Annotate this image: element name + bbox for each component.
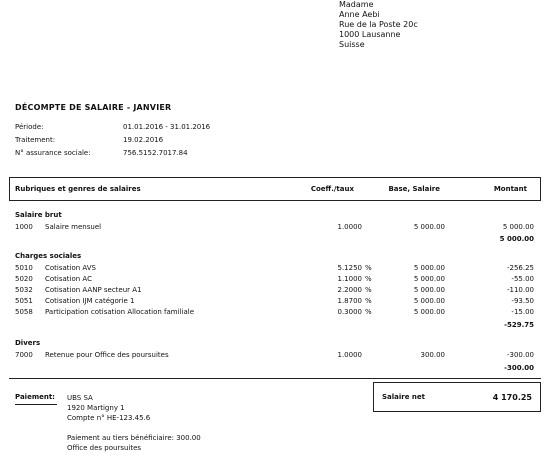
payslip-meta: [15, 124, 315, 163]
address-line: Madame: [339, 0, 374, 9]
payment-label: Paiement:: [15, 393, 55, 401]
row-code: 1000: [15, 223, 33, 231]
row-base: 5 000.00: [413, 264, 445, 272]
traitement-value: 19.02.2016: [123, 136, 164, 144]
row-base: 5 000.00: [413, 223, 445, 231]
address-line: Anne Aebi: [339, 10, 380, 19]
row-code: 5032: [15, 286, 33, 294]
row-description: Participation cotisation Allocation familiale: [45, 308, 194, 316]
periode-label: Période:: [15, 123, 44, 131]
net-salary-value: 4 170.25: [492, 393, 532, 402]
table-row: [0, 224, 556, 235]
payment-office: Office des poursuites: [67, 444, 142, 452]
row-coefficient: 1.0000: [337, 351, 362, 359]
row-percent: %: [365, 264, 372, 272]
payment-bank: UBS SA: [67, 394, 93, 402]
row-amount: -300.00: [506, 351, 534, 359]
row-description: Cotisation IJM catégorie 1: [45, 297, 135, 305]
row-description: Cotisation AVS: [45, 264, 97, 272]
document-title: DÉCOMPTE DE SALAIRE - JANVIER: [15, 103, 172, 112]
row-base: 5 000.00: [413, 297, 445, 305]
avs-label: N° assurance sociale:: [15, 149, 91, 157]
section-title: Divers: [15, 339, 41, 347]
payment-underline: [15, 404, 57, 405]
address-line: Rue de la Poste 20c: [339, 20, 418, 29]
row-code: 5051: [15, 297, 33, 305]
row-description: Cotisation AC: [45, 275, 92, 283]
periode-value: 01.01.2016 - 31.01.2016: [123, 123, 211, 131]
address-line: Suisse: [339, 40, 365, 49]
payment-details: [67, 393, 201, 453]
table-header: [9, 177, 541, 201]
row-description: Salaire mensuel: [45, 223, 102, 231]
address-line: 1000 Lausanne: [339, 30, 401, 39]
section-total: 5 000.00: [499, 235, 534, 243]
row-amount: -93.50: [511, 297, 534, 305]
payment-city: 1920 Martigny 1: [67, 404, 125, 412]
row-amount: 5 000.00: [502, 223, 534, 231]
row-base: 5 000.00: [413, 275, 445, 283]
payment-account: Compte n° HE-123.45.6: [67, 414, 151, 422]
traitement-label: Traitement:: [15, 136, 56, 144]
row-base: 5 000.00: [413, 308, 445, 316]
row-description: Cotisation AANP secteur A1: [45, 286, 142, 294]
header-base: Base, Salaire: [388, 185, 440, 193]
recipient-address: [339, 0, 418, 50]
row-amount: -15.00: [511, 308, 534, 316]
row-coefficient: 1.8700: [337, 297, 362, 305]
row-code: 5010: [15, 264, 33, 272]
meta-row-periode: [15, 124, 315, 137]
row-coefficient: 1.1000: [337, 275, 362, 283]
header-rubriques: Rubriques et genres de salaires: [15, 185, 141, 193]
divider: [9, 378, 541, 379]
section-title: Salaire brut: [15, 211, 62, 219]
row-coefficient: 2.2000: [337, 286, 362, 294]
row-amount: -256.25: [506, 264, 534, 272]
row-coefficient: 5.1250: [337, 264, 362, 272]
row-base: 5 000.00: [413, 286, 445, 294]
row-base: 300.00: [420, 351, 445, 359]
row-coefficient: 1.0000: [337, 223, 362, 231]
meta-row-avs: [15, 150, 315, 163]
section-total: -529.75: [504, 321, 534, 329]
row-coefficient: 0.3000: [337, 308, 362, 316]
row-amount: -110.00: [506, 286, 534, 294]
header-montant: Montant: [493, 185, 527, 193]
spacer: [67, 423, 201, 433]
section-total: -300.00: [504, 364, 534, 372]
row-amount: -55.00: [511, 275, 534, 283]
net-salary-label: Salaire net: [382, 393, 426, 401]
row-percent: %: [365, 308, 372, 316]
avs-value: 756.5152.7017.84: [123, 149, 188, 157]
row-description: Retenue pour Office des poursuites: [45, 351, 169, 359]
table-row: [0, 309, 556, 320]
row-percent: %: [365, 286, 372, 294]
row-percent: %: [365, 275, 372, 283]
row-percent: %: [365, 297, 372, 305]
payment-third-party: Paiement au tiers bénéficiaire: 300.00: [67, 434, 201, 442]
header-coeff: Coeff./taux: [310, 185, 354, 193]
table-row: [0, 352, 556, 363]
section-title: Charges sociales: [15, 252, 82, 260]
row-code: 5020: [15, 275, 33, 283]
net-salary-box: [373, 382, 541, 412]
row-code: 5058: [15, 308, 33, 316]
row-code: 7000: [15, 351, 33, 359]
